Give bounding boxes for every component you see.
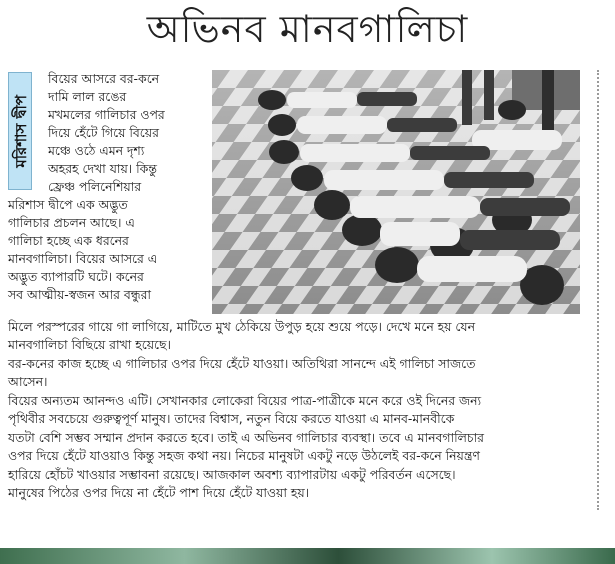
column-line: সব আত্মীয়-স্বজন আর বন্ধুরা [8, 287, 152, 302]
body-line: ওপর দিয়ে হেঁটে যাওয়াও কিন্তু সহজ কথা নয়। নিচের মানুষটা একটু নড়ে উঠলেই বর-কনে নিয়ন্ত্রণ [8, 448, 480, 463]
column-line: মঞ্চে ওঠে এমন দৃশ্য [48, 143, 145, 158]
column-line: মখমলের গালিচার ওপর [48, 107, 165, 122]
column-line: গালিচা হচ্ছে এক ধরনের [8, 233, 129, 248]
column-line: অহরহ দেখা যায়। কিন্তু [48, 161, 157, 176]
body-line: মানুষের পিঠের ওপর দিয়ে না হেঁটে পাশ দিয়ে হেঁটে যাওয়া হয়। [8, 485, 310, 500]
column-line: গালিচার প্রচলন আছে। এ [8, 215, 135, 230]
body-line: যতটা বেশি সম্ভব সম্মান প্রদান করতে হবে। তাই এ অভিনব গালিচার ব্যবস্থা। তবে এ মানবগালিচার [8, 430, 485, 445]
kicker-box [8, 72, 32, 190]
column-line: মানবগালিচা। বিয়ের আসরে এ [8, 251, 158, 266]
kicker-label: মরিশাস দ্বীপ [11, 94, 30, 168]
article-photo [212, 70, 580, 314]
column-line: মরিশাস দ্বীপে এক অদ্ভুত [8, 197, 128, 212]
body-line: মিলে পরস্পরের গায়ে গা লাগিয়ে, মাটিতে মুখ ঠেকিয়ে উপুড় হয়ে শুয়ে পড়ে। দেখে মনে হয় যেন [8, 319, 475, 334]
column-line: দামি লাল রঙের [48, 89, 127, 104]
body-line: পৃথিবীর সবচেয়ে গুরুত্বপূর্ণ মানুষ। তাদের বিশ্বাস, নতুন বিয়ে করতে যাওয়া এ মানব-মানবীকে [8, 411, 455, 426]
column-line: দিয়ে হেঁটে গিয়ে বিয়ের [48, 125, 159, 140]
headline: অভিনব মানবগালিচা [146, 7, 469, 51]
body-line: আসেন। [8, 374, 48, 389]
photo-illustration [212, 70, 580, 314]
column-rule [597, 70, 599, 510]
body-line: মানবগালিচা বিছিয়ে রাখা হয়েছে। [8, 337, 171, 352]
body-line: বর-কনের কাজ হচ্ছে এ গালিচার ওপর দিয়ে হেঁটে যাওয়া। অতিথিরা সানন্দে এই গালিচা সাজতে [8, 356, 476, 371]
footer-strip [0, 548, 615, 564]
column-line: বিয়ের আসরে বর-কনে [48, 71, 160, 86]
column-line: অদ্ভুত ব্যাপারটি ঘটে। কনের [8, 269, 144, 284]
column-line: ফ্রেঞ্চ পলিনেশিয়ার [48, 179, 142, 194]
body-line: হারিয়ে হোঁচট খাওয়ার সম্ভাবনা রয়েছে। আজকাল অবশ্য ব্যাপারটায় একটু পরিবর্তন এসেছে। [8, 467, 456, 482]
body-line: বিয়ের অন্যতম আনন্দও এটি। সেখানকার লোকেরা বিয়ের পাত্র-পাত্রীকে মনে করে ওই দিনের জন্য [8, 393, 482, 408]
